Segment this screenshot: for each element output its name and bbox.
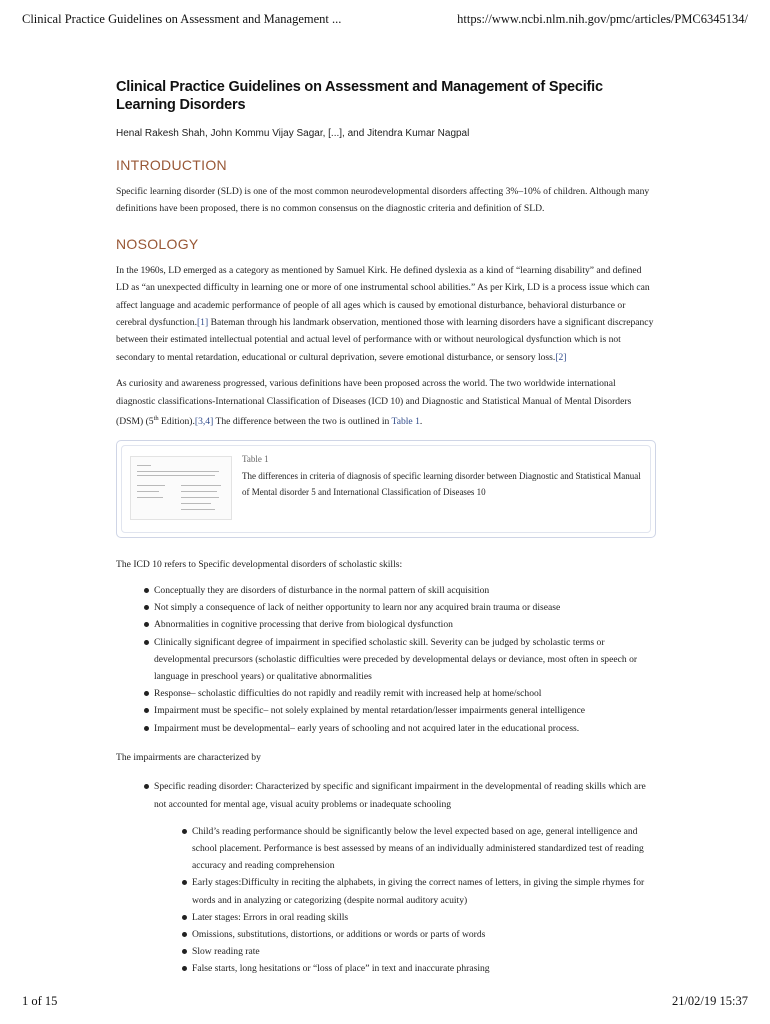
nosology-paragraph-1	[116, 262, 656, 366]
list-item: Abnormalities in cognitive processing that derive from biological dysfunction	[154, 616, 656, 633]
icd-intro: The ICD 10 refers to Specific developmental disorders of scholastic skills:	[116, 558, 403, 570]
reading-disorder-sublist	[116, 823, 656, 978]
table-caption: The differences in criteria of diagnosis of specific learning disorder between Diagnostic and Statistical Manual of Mental disorder 5 and International Classification of Diseases 10	[242, 470, 641, 497]
table-text	[242, 452, 642, 520]
table-thumbnail[interactable]	[130, 456, 232, 520]
table-label: Table 1	[242, 453, 269, 464]
nosology-p2-end: .	[419, 416, 423, 428]
introduction-paragraph: Specific learning disorder (SLD) is one of the most common neurodevelopmental disorders affecting 3%–10% of children. Although many definitions have been proposed, there is no common consensus on the diagnostic criteria and definition of SLD.	[116, 186, 650, 215]
print-url: https://www.ncbi.nlm.nih.gov/pmc/articles/PMC6345134/	[457, 12, 748, 26]
list-item-reading-disorder: Specific reading disorder: Characterized by specific and significant impairment in the developmental of reading skills which are not accounted for mental age, visual acuity problems or inadequate schooling	[154, 778, 656, 812]
nosology-p2-tail: The difference between the two is outlined in	[213, 416, 392, 428]
nosology-p1-text: In the 1960s, LD emerged as a category as mentioned by Samuel Kirk. He defined dyslexia as a kind of “learning disability” and defined LD as “an unexpected difficulty in learning one or more of one instrumental school abilities.” As per Kirk, LD is a process issue which can affect language and academic performance of people of all ages which is caused by emotional disturbance, behavioral disturbance or cerebral dysfunction.	[116, 264, 650, 329]
print-footer	[22, 994, 748, 1009]
print-doc-title: Clinical Practice Guidelines on Assessment and Management ...	[22, 12, 342, 26]
nosology-p2-text: As curiosity and awareness progressed, various definitions have been proposed across the world. The two worldwide international diagnostic classifications-International Classification of Diseases (ICD 10) and Diagnostic and Statistical Manual of Mental Disorders (DSM) (5	[116, 378, 632, 428]
table-1-box[interactable]	[116, 440, 656, 538]
list-item: Conceptually they are disorders of disturbance in the normal pattern of skill acquisition	[154, 582, 656, 599]
list-item: Not simply a consequence of lack of neither opportunity to learn nor any acquired brain trauma or disease	[154, 599, 656, 616]
reference-link-2[interactable]: [2]	[555, 351, 567, 363]
table-1-inner	[121, 445, 651, 533]
list-item: Clinically significant degree of impairment in specified scholastic skill. Severity can be judged by scholastic terms or developmental precursors (scholastic difficulties were preceded by developmental delays or deviance, most often in speech or language in preschool years) or qualitative abnormalities	[154, 634, 656, 686]
list-item: Response– scholastic difficulties do not rapidly and readily remit with increased help at home/school	[154, 685, 656, 702]
nosology-heading: NOSOLOGY	[116, 235, 199, 252]
impairments-intro: The impairments are characterized by	[116, 751, 261, 763]
list-item: False starts, long hesitations or “loss of place” in text and inaccurate phrasing	[192, 960, 656, 977]
reference-link-1[interactable]: [1]	[196, 317, 209, 329]
list-item: Omissions, substitutions, distortions, or additions or words or parts of words	[192, 926, 656, 943]
print-datetime: 21/02/19 15:37	[671, 994, 748, 1008]
nosology-paragraph-2	[116, 375, 656, 430]
print-header	[22, 12, 748, 27]
icd-criteria-list	[116, 582, 656, 737]
article-title: Clinical Practice Guidelines on Assessment and Management of Specific Learning Disorders	[116, 79, 603, 113]
list-item: Child’s reading performance should be significantly below the level expected based on age, general intelligence and school placement. Performance is best assessed by means of an individually administered standardized test of reading accuracy and reading comprehension	[192, 823, 656, 875]
nosology-p2-edition: Edition).	[158, 416, 195, 428]
nosology-p1-mid: Bateman through his landmark observation, mentioned those with learning disorders have a significant discrepancy between their estimated intellectual potential and actual level of performance with or without neurological dysfunction which is not secondary to mental retardation, educational or cultural deprivation, severe emotional disturbance, or sensory loss.	[116, 317, 654, 363]
table-1-link[interactable]: Table 1	[391, 416, 420, 428]
list-item: Early stages:Difficulty in reciting the alphabets, in giving the correct names of letters, in giving the simple rhymes for words and in analyzing or categorizing (despite normal auditory acuity)	[192, 874, 656, 908]
list-item: Impairment must be developmental– early years of schooling and not acquired later in the educational process.	[154, 720, 656, 737]
author-list: Henal Rakesh Shah, John Kommu Vijay Sagar, [...], and Jitendra Kumar Nagpal	[116, 128, 470, 139]
reference-link-3-4[interactable]: [3,4]	[194, 416, 214, 428]
article	[116, 78, 656, 987]
page-number: 1 of 15	[22, 994, 58, 1008]
edition-superscript: th	[153, 415, 159, 423]
impairments-list	[116, 778, 656, 812]
introduction-heading: INTRODUCTION	[116, 157, 227, 173]
list-item: Impairment must be specific– not solely explained by mental retardation/lesser impairments general intelligence	[154, 702, 656, 719]
list-item: Later stages: Errors in oral reading skills	[192, 909, 656, 926]
list-item: Slow reading rate	[192, 943, 656, 960]
